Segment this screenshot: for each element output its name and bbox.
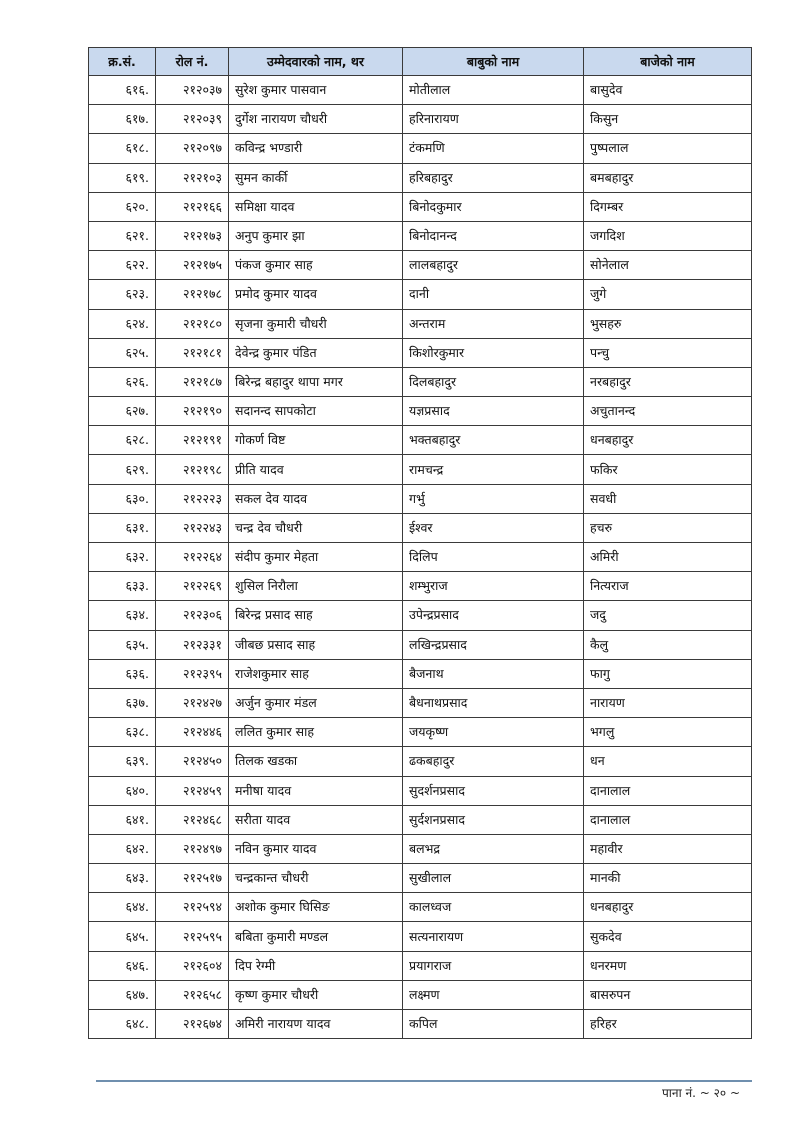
- cell-grandfather-name: सोनेलाल: [584, 251, 752, 280]
- page-number: पाना नं. ~ २० ~: [661, 1086, 740, 1100]
- cell-candidate-name: ललित कुमार साह: [229, 718, 403, 747]
- table-row: [89, 76, 752, 105]
- cell-candidate-name: संदीप कुमार मेहता: [229, 543, 403, 572]
- table-row: [89, 455, 752, 484]
- cell-father-name: सुखीलाल: [403, 864, 584, 893]
- table-row: [89, 513, 752, 542]
- cell-grandfather-name: दानालाल: [584, 776, 752, 805]
- cell-grandfather-name: धन: [584, 747, 752, 776]
- cell-roll-number: २१२२६९: [156, 572, 229, 601]
- header-row: [89, 48, 752, 76]
- table-row: [89, 747, 752, 776]
- cell-candidate-name: अमिरी नारायण यादव: [229, 1010, 403, 1039]
- header-candidate-name: उम्मेदवारको नाम, थर: [229, 48, 403, 76]
- cell-candidate-name: अनुप कुमार झा: [229, 221, 403, 250]
- cell-grandfather-name: हचरु: [584, 513, 752, 542]
- cell-serial-number: ६२५.: [89, 338, 156, 367]
- cell-roll-number: २१२१८१: [156, 338, 229, 367]
- cell-candidate-name: बिरेन्द्र प्रसाद साह: [229, 601, 403, 630]
- cell-grandfather-name: पन्चु: [584, 338, 752, 367]
- table-row: [89, 601, 752, 630]
- cell-father-name: कालध्वज: [403, 893, 584, 922]
- cell-father-name: शम्भुराज: [403, 572, 584, 601]
- cell-roll-number: २१२४९७: [156, 834, 229, 863]
- cell-serial-number: ६२४.: [89, 309, 156, 338]
- cell-serial-number: ६१८.: [89, 134, 156, 163]
- cell-father-name: यज्ञप्रसाद: [403, 397, 584, 426]
- cell-grandfather-name: अमिरी: [584, 543, 752, 572]
- cell-father-name: लक्ष्मण: [403, 980, 584, 1009]
- cell-roll-number: २१२५९४: [156, 893, 229, 922]
- cell-serial-number: ६४१.: [89, 805, 156, 834]
- table-row: [89, 980, 752, 1009]
- cell-roll-number: २१२४६८: [156, 805, 229, 834]
- cell-candidate-name: सदानन्द सापकोटा: [229, 397, 403, 426]
- cell-serial-number: ६२१.: [89, 221, 156, 250]
- cell-serial-number: ६१७.: [89, 105, 156, 134]
- table-row: [89, 251, 752, 280]
- cell-grandfather-name: जगदिश: [584, 221, 752, 250]
- cell-serial-number: ६३५.: [89, 630, 156, 659]
- cell-father-name: सुदर्शनप्रसाद: [403, 776, 584, 805]
- cell-candidate-name: सरीता यादव: [229, 805, 403, 834]
- cell-grandfather-name: नित्यराज: [584, 572, 752, 601]
- cell-serial-number: ६२०.: [89, 192, 156, 221]
- cell-roll-number: २१२१८७: [156, 367, 229, 396]
- cell-father-name: कपिल: [403, 1010, 584, 1039]
- header-serial-number: क्र.सं.: [89, 48, 156, 76]
- cell-candidate-name: शुसिल निरौला: [229, 572, 403, 601]
- cell-roll-number: २१२५९५: [156, 922, 229, 951]
- cell-serial-number: ६३७.: [89, 688, 156, 717]
- cell-grandfather-name: महावीर: [584, 834, 752, 863]
- cell-serial-number: ६४५.: [89, 922, 156, 951]
- table-row: [89, 280, 752, 309]
- cell-father-name: बैजनाथ: [403, 659, 584, 688]
- cell-father-name: लखिन्द्रप्रसाद: [403, 630, 584, 659]
- cell-candidate-name: सकल देव यादव: [229, 484, 403, 513]
- table-row: [89, 922, 752, 951]
- cell-roll-number: २१२३९५: [156, 659, 229, 688]
- cell-father-name: दिलिप: [403, 543, 584, 572]
- table-row: [89, 105, 752, 134]
- cell-father-name: सुर्दशनप्रसाद: [403, 805, 584, 834]
- cell-grandfather-name: अचुतानन्द: [584, 397, 752, 426]
- cell-roll-number: २१२४४६: [156, 718, 229, 747]
- table-row: [89, 543, 752, 572]
- table-header: [89, 48, 752, 76]
- table-row: [89, 134, 752, 163]
- header-father-name: बाबुको नाम: [403, 48, 584, 76]
- table-row: [89, 776, 752, 805]
- table-row: [89, 1010, 752, 1039]
- cell-candidate-name: दिप रेग्मी: [229, 951, 403, 980]
- cell-father-name: अन्तराम: [403, 309, 584, 338]
- cell-serial-number: ६२९.: [89, 455, 156, 484]
- cell-roll-number: २१२४५९: [156, 776, 229, 805]
- cell-father-name: रामचन्द्र: [403, 455, 584, 484]
- cell-candidate-name: नविन कुमार यादव: [229, 834, 403, 863]
- cell-grandfather-name: जुगे: [584, 280, 752, 309]
- cell-candidate-name: अशोक कुमार घिसिङ: [229, 893, 403, 922]
- cell-grandfather-name: कैलु: [584, 630, 752, 659]
- candidate-table: [88, 47, 752, 1039]
- cell-serial-number: ६२७.: [89, 397, 156, 426]
- cell-grandfather-name: फागु: [584, 659, 752, 688]
- cell-roll-number: २१२६०४: [156, 951, 229, 980]
- cell-grandfather-name: नरबहादुर: [584, 367, 752, 396]
- cell-grandfather-name: किसुन: [584, 105, 752, 134]
- cell-father-name: दानी: [403, 280, 584, 309]
- cell-candidate-name: बिरेन्द्र बहादुर थापा मगर: [229, 367, 403, 396]
- cell-roll-number: २१२४२७: [156, 688, 229, 717]
- cell-roll-number: २१२५१७: [156, 864, 229, 893]
- cell-candidate-name: समिक्षा यादव: [229, 192, 403, 221]
- cell-candidate-name: तिलक खडका: [229, 747, 403, 776]
- cell-serial-number: ६४७.: [89, 980, 156, 1009]
- cell-grandfather-name: भुसहरु: [584, 309, 752, 338]
- cell-grandfather-name: धनबहादुर: [584, 893, 752, 922]
- cell-father-name: टंकमणि: [403, 134, 584, 163]
- cell-candidate-name: प्रमोद कुमार यादव: [229, 280, 403, 309]
- cell-serial-number: ६४०.: [89, 776, 156, 805]
- table-row: [89, 864, 752, 893]
- cell-grandfather-name: सुकदेव: [584, 922, 752, 951]
- cell-father-name: उपेन्द्रप्रसाद: [403, 601, 584, 630]
- cell-roll-number: २१२३३१: [156, 630, 229, 659]
- cell-father-name: हरिबहादुर: [403, 163, 584, 192]
- table-row: [89, 834, 752, 863]
- cell-grandfather-name: धनबहादुर: [584, 426, 752, 455]
- cell-roll-number: २१२४५०: [156, 747, 229, 776]
- cell-candidate-name: चन्द्रकान्त चौधरी: [229, 864, 403, 893]
- cell-roll-number: २१२६७४: [156, 1010, 229, 1039]
- cell-candidate-name: सृजना कुमारी चौधरी: [229, 309, 403, 338]
- cell-father-name: सत्यनारायण: [403, 922, 584, 951]
- cell-father-name: बिनोदकुमार: [403, 192, 584, 221]
- cell-candidate-name: चन्द्र देव चौधरी: [229, 513, 403, 542]
- cell-serial-number: ६२६.: [89, 367, 156, 396]
- cell-father-name: बलभद्र: [403, 834, 584, 863]
- cell-serial-number: ६४३.: [89, 864, 156, 893]
- cell-grandfather-name: बमबहादुर: [584, 163, 752, 192]
- cell-serial-number: ६१९.: [89, 163, 156, 192]
- cell-candidate-name: जीबछ प्रसाद साह: [229, 630, 403, 659]
- cell-roll-number: २१२१७८: [156, 280, 229, 309]
- cell-serial-number: ६३३.: [89, 572, 156, 601]
- cell-father-name: गर्भु: [403, 484, 584, 513]
- cell-roll-number: २१२१९०: [156, 397, 229, 426]
- table-row: [89, 951, 752, 980]
- cell-roll-number: २१२२२३: [156, 484, 229, 513]
- cell-roll-number: २१२०९७: [156, 134, 229, 163]
- cell-serial-number: ६३८.: [89, 718, 156, 747]
- cell-serial-number: ६१६.: [89, 76, 156, 105]
- cell-candidate-name: दुर्गेश नारायण चौधरी: [229, 105, 403, 134]
- cell-candidate-name: बबिता कुमारी मण्डल: [229, 922, 403, 951]
- table-row: [89, 192, 752, 221]
- cell-serial-number: ६२३.: [89, 280, 156, 309]
- cell-father-name: दिलबहादुर: [403, 367, 584, 396]
- header-grandfather-name: बाजेको नाम: [584, 48, 752, 76]
- cell-roll-number: २१२१९८: [156, 455, 229, 484]
- cell-roll-number: २१२१७५: [156, 251, 229, 280]
- cell-grandfather-name: दानालाल: [584, 805, 752, 834]
- table-row: [89, 688, 752, 717]
- cell-grandfather-name: बासुदेव: [584, 76, 752, 105]
- cell-grandfather-name: धनरमण: [584, 951, 752, 980]
- cell-roll-number: २१२१९१: [156, 426, 229, 455]
- cell-roll-number: २१२१८०: [156, 309, 229, 338]
- cell-candidate-name: सुमन कार्की: [229, 163, 403, 192]
- cell-father-name: किशोरकुमार: [403, 338, 584, 367]
- cell-father-name: लालबहादुर: [403, 251, 584, 280]
- cell-father-name: प्रयागराज: [403, 951, 584, 980]
- table-body: [89, 76, 752, 1039]
- table-row: [89, 484, 752, 513]
- table-row: [89, 163, 752, 192]
- cell-roll-number: २१२२४३: [156, 513, 229, 542]
- cell-candidate-name: प्रीति यादव: [229, 455, 403, 484]
- cell-father-name: ईश्वर: [403, 513, 584, 542]
- cell-serial-number: ६४४.: [89, 893, 156, 922]
- table-row: [89, 893, 752, 922]
- cell-father-name: जयकृष्ण: [403, 718, 584, 747]
- cell-roll-number: २१२६५८: [156, 980, 229, 1009]
- cell-grandfather-name: जदु: [584, 601, 752, 630]
- table-row: [89, 221, 752, 250]
- table-row: [89, 338, 752, 367]
- cell-father-name: हरिनारायण: [403, 105, 584, 134]
- cell-serial-number: ६४६.: [89, 951, 156, 980]
- cell-candidate-name: राजेशकुमार साह: [229, 659, 403, 688]
- cell-grandfather-name: सवधी: [584, 484, 752, 513]
- cell-roll-number: २१२३०६: [156, 601, 229, 630]
- cell-father-name: ढकबहादुर: [403, 747, 584, 776]
- cell-candidate-name: अर्जुन कुमार मंडल: [229, 688, 403, 717]
- table-row: [89, 805, 752, 834]
- cell-father-name: मोतीलाल: [403, 76, 584, 105]
- cell-serial-number: ६३६.: [89, 659, 156, 688]
- cell-candidate-name: मनीषा यादव: [229, 776, 403, 805]
- cell-candidate-name: कृष्ण कुमार चौधरी: [229, 980, 403, 1009]
- cell-candidate-name: गोकर्ण विष्ट: [229, 426, 403, 455]
- table-row: [89, 718, 752, 747]
- cell-serial-number: ६३१.: [89, 513, 156, 542]
- cell-serial-number: ६४८.: [89, 1010, 156, 1039]
- cell-grandfather-name: बासरुपन: [584, 980, 752, 1009]
- cell-candidate-name: देवेन्द्र कुमार पंडित: [229, 338, 403, 367]
- table-row: [89, 426, 752, 455]
- cell-grandfather-name: नारायण: [584, 688, 752, 717]
- cell-grandfather-name: मानकी: [584, 864, 752, 893]
- table-row: [89, 572, 752, 601]
- cell-grandfather-name: पुष्पलाल: [584, 134, 752, 163]
- table-row: [89, 367, 752, 396]
- table-row: [89, 309, 752, 338]
- header-roll-number: रोल नं.: [156, 48, 229, 76]
- cell-serial-number: ६३०.: [89, 484, 156, 513]
- footer-divider: [96, 1080, 752, 1082]
- table-row: [89, 397, 752, 426]
- cell-serial-number: ६२८.: [89, 426, 156, 455]
- table-row: [89, 630, 752, 659]
- table-row: [89, 659, 752, 688]
- cell-roll-number: २१२२६४: [156, 543, 229, 572]
- cell-roll-number: २१२०३९: [156, 105, 229, 134]
- cell-father-name: बिनोदानन्द: [403, 221, 584, 250]
- cell-grandfather-name: भगलु: [584, 718, 752, 747]
- cell-candidate-name: कविन्द्र भण्डारी: [229, 134, 403, 163]
- cell-serial-number: ६२२.: [89, 251, 156, 280]
- cell-roll-number: २१२१०३: [156, 163, 229, 192]
- cell-grandfather-name: दिगम्बर: [584, 192, 752, 221]
- cell-father-name: भक्तबहादुर: [403, 426, 584, 455]
- cell-serial-number: ६३९.: [89, 747, 156, 776]
- cell-roll-number: २१२०३७: [156, 76, 229, 105]
- cell-grandfather-name: फकिर: [584, 455, 752, 484]
- cell-serial-number: ६३२.: [89, 543, 156, 572]
- cell-father-name: बैधनाथप्रसाद: [403, 688, 584, 717]
- cell-grandfather-name: हरिहर: [584, 1010, 752, 1039]
- cell-roll-number: २१२१७३: [156, 221, 229, 250]
- cell-serial-number: ६३४.: [89, 601, 156, 630]
- cell-roll-number: २१२१६६: [156, 192, 229, 221]
- cell-candidate-name: पंकज कुमार साह: [229, 251, 403, 280]
- cell-candidate-name: सुरेश कुमार पासवान: [229, 76, 403, 105]
- cell-serial-number: ६४२.: [89, 834, 156, 863]
